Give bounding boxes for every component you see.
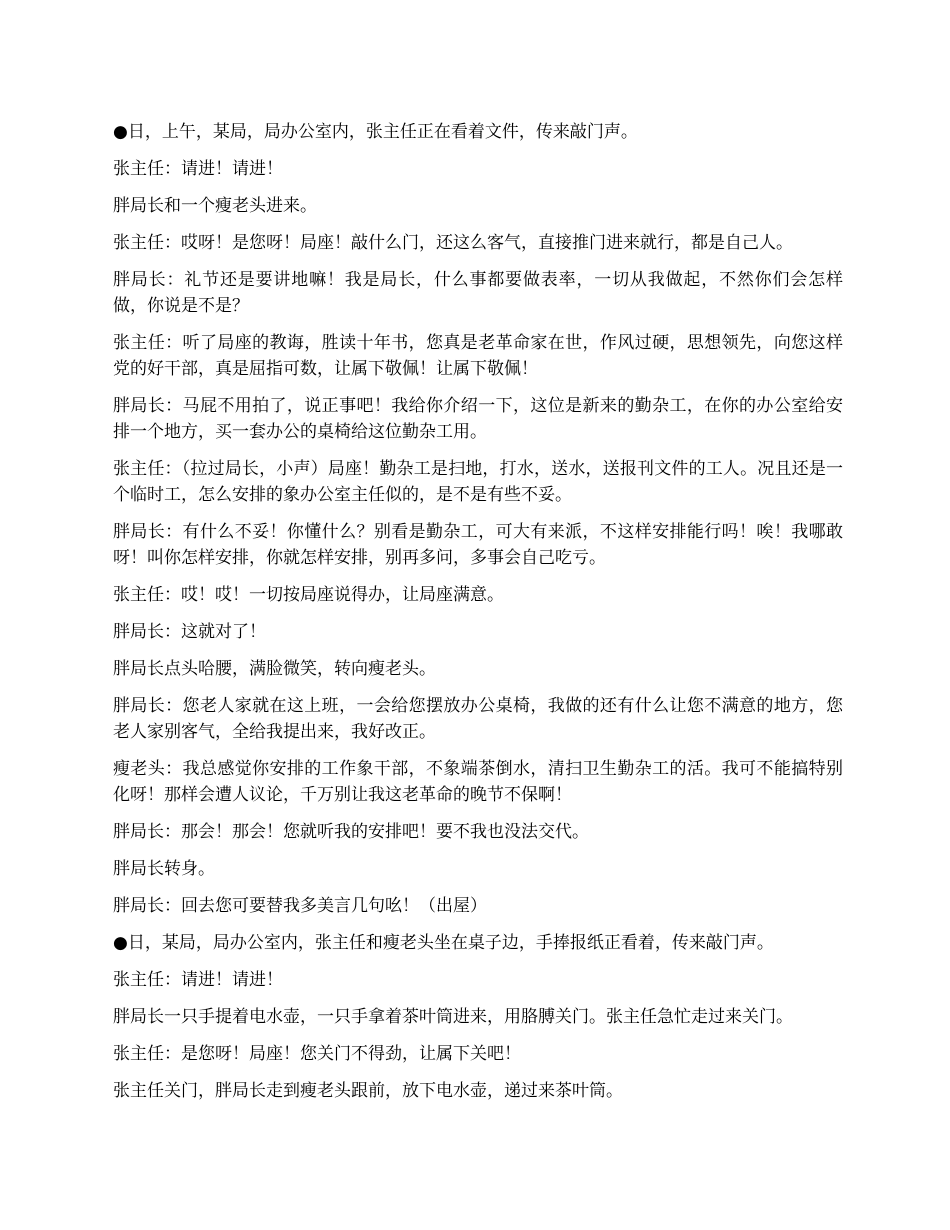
paragraph-1: ●日，上午，某局，局办公室内，张主任正在看着文件，传来敲门声。 [113,122,638,142]
paragraph-6: 张主任：听了局座的教诲，胜读十年书，您真是老革命家在世，作风过硬，思想领先，向您这样党的好干部，真是屈指可数，让属下敬佩！让属下敬佩！ [113,333,843,379]
paragraph-11: 胖局长：这就对了！ [113,622,266,642]
paragraph-16: 胖局长转身。 [113,859,215,879]
paragraph-8: 张主任：（拉过局长，小声）局座！勤杂工是扫地，打水，送水，送报刊文件的工人。况且还是一个临时工，怎么安排的象办公室主任似的，是不是有些不妥。 [113,459,843,505]
paragraph-22: 张主任关门，胖局长走到瘦老头跟前，放下电水壶，递过来茶叶筒。 [113,1081,623,1101]
paragraph-5: 胖局长：礼节还是要讲地嘛！我是局长，什么事都要做表率，一切从我做起，不然你们会怎样做，你说是不是？ [113,270,843,316]
paragraph-17: 胖局长：回去您可要替我多美言几句吆！（出屋） [113,896,487,916]
paragraph-2: 张主任：请进！请进！ [113,159,283,179]
document-body [113,119,843,1115]
paragraph-12: 胖局长点头哈腰，满脸微笑，转向瘦老头。 [113,659,436,679]
paragraph-9: 胖局长：有什么不妥！你懂什么？别看是勤杂工，可大有来派，不这样安排能行吗！唉！我哪敢呀！叫你怎样安排，你就怎样安排，别再多问，多事会自己吃亏。 [113,522,843,568]
paragraph-20: 胖局长一只手提着电水壶，一只手拿着茶叶筒进来，用胳膊关门。张主任急忙走过来关门。 [113,1007,793,1027]
paragraph-15: 胖局长：那会！那会！您就听我的安排吧！要不我也没法交代。 [113,822,589,842]
paragraph-7: 胖局长：马屁不用拍了，说正事吧！我给你介绍一下，这位是新来的勤杂工，在你的办公室给安排一个地方，买一套办公的桌椅给这位勤杂工用。 [113,396,843,442]
paragraph-14: 瘦老头：我总感觉你安排的工作象干部，不象端茶倒水，清扫卫生勤杂工的活。我可不能搞特别化呀！那样会遭人议论，千万别让我这老革命的晚节不保啊！ [113,759,843,805]
paragraph-19: 张主任：请进！请进！ [113,970,283,990]
paragraph-13: 胖局长：您老人家就在这上班，一会给您摆放办公桌椅，我做的还有什么让您不满意的地方，您老人家别客气，全给我提出来，我好改正。 [113,696,843,742]
paragraph-10: 张主任：哎！哎！一切按局座说得办，让局座满意。 [113,585,504,605]
paragraph-3: 胖局长和一个瘦老头进来。 [113,196,317,216]
paragraph-21: 张主任：是您呀！局座！您关门不得劲，让属下关吧！ [113,1044,521,1064]
paragraph-4: 张主任：哎呀！是您呀！局座！敲什么门，还这么客气，直接推门进来就行，都是自己人。 [113,233,793,253]
paragraph-18: ●日，某局，局办公室内，张主任和瘦老头坐在桌子边，手捧报纸正看着，传来敲门声。 [113,933,774,953]
